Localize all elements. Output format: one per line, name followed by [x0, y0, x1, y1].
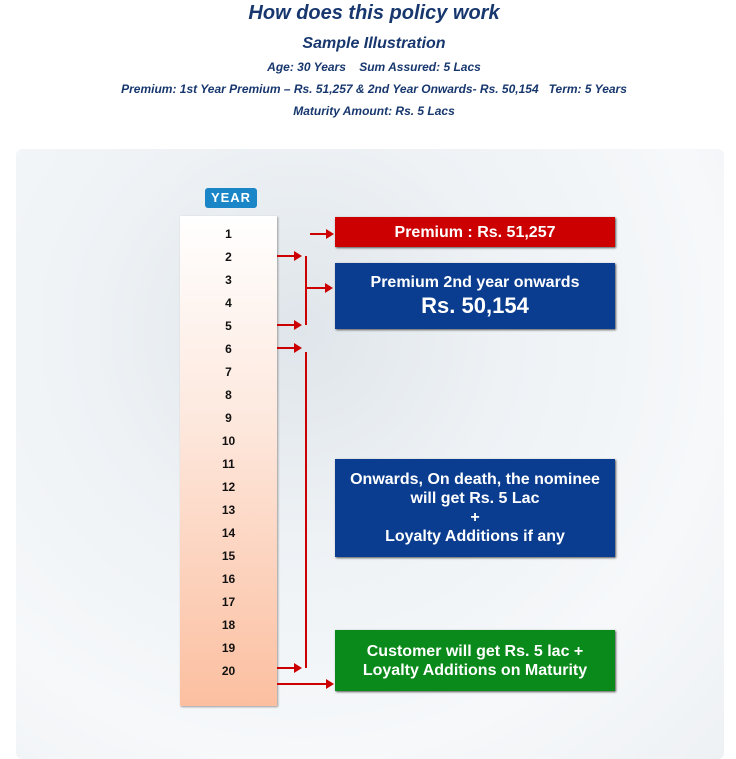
year-18: 18 — [221, 618, 236, 632]
arrow-to-second-premium — [306, 283, 333, 293]
info-line-2: Premium: 1st Year Premium – Rs. 51,257 & 2nd Year Onwards- Rs. 50,154 Term: 5 Years — [121, 82, 627, 96]
year-11: 11 — [222, 457, 235, 471]
year-2: 2 — [225, 250, 232, 264]
arrow-to-maturity — [277, 679, 334, 689]
year-6: 6 — [225, 342, 232, 356]
arrow-year-6 — [277, 343, 302, 353]
year-1: 1 — [225, 227, 232, 241]
year-15: 15 — [221, 549, 236, 563]
maturity-line-1: Customer will get Rs. 5 lac + — [366, 642, 584, 660]
second-premium-value: Rs. 50,154 — [421, 292, 529, 318]
year-12: 12 — [221, 480, 236, 494]
info-line-3: Maturity Amount: Rs. 5 Lacs — [293, 104, 455, 118]
year-19: 19 — [221, 641, 236, 655]
maturity-line-2: Loyalty Additions on Maturity — [362, 661, 588, 679]
death-plus: + — [470, 509, 480, 526]
year-label: YEAR — [205, 188, 257, 208]
year-5: 5 — [225, 319, 232, 333]
second-premium-label: Premium 2nd year onwards — [370, 273, 580, 291]
death-line-3: Loyalty Additions if any — [385, 528, 565, 545]
year-14: 14 — [221, 526, 236, 540]
page-title: How does this policy work — [248, 2, 500, 24]
arrow-year-20 — [277, 663, 302, 673]
year-17: 17 — [221, 595, 236, 609]
year-4: 4 — [225, 296, 232, 310]
first-premium-text: Premium : Rs. 51,257 — [394, 223, 556, 241]
year-7: 7 — [225, 365, 232, 379]
arrow-year-5 — [277, 320, 302, 330]
arrow-year-1 — [310, 229, 334, 239]
year-10: 10 — [221, 434, 236, 448]
year-13: 13 — [221, 503, 236, 517]
year-3: 3 — [225, 273, 232, 287]
death-line-2: will get Rs. 5 Lac — [410, 490, 540, 507]
death-line-1: Onwards, On death, the nominee — [350, 471, 600, 488]
year-16: 16 — [221, 572, 236, 586]
year-8: 8 — [225, 388, 232, 402]
arrow-year-2 — [277, 251, 302, 261]
info-line-1: Age: 30 Years Sum Assured: 5 Lacs — [267, 60, 481, 74]
year-9: 9 — [225, 411, 232, 425]
subtitle: Sample Illustration — [302, 35, 446, 52]
year-20: 20 — [221, 664, 236, 678]
